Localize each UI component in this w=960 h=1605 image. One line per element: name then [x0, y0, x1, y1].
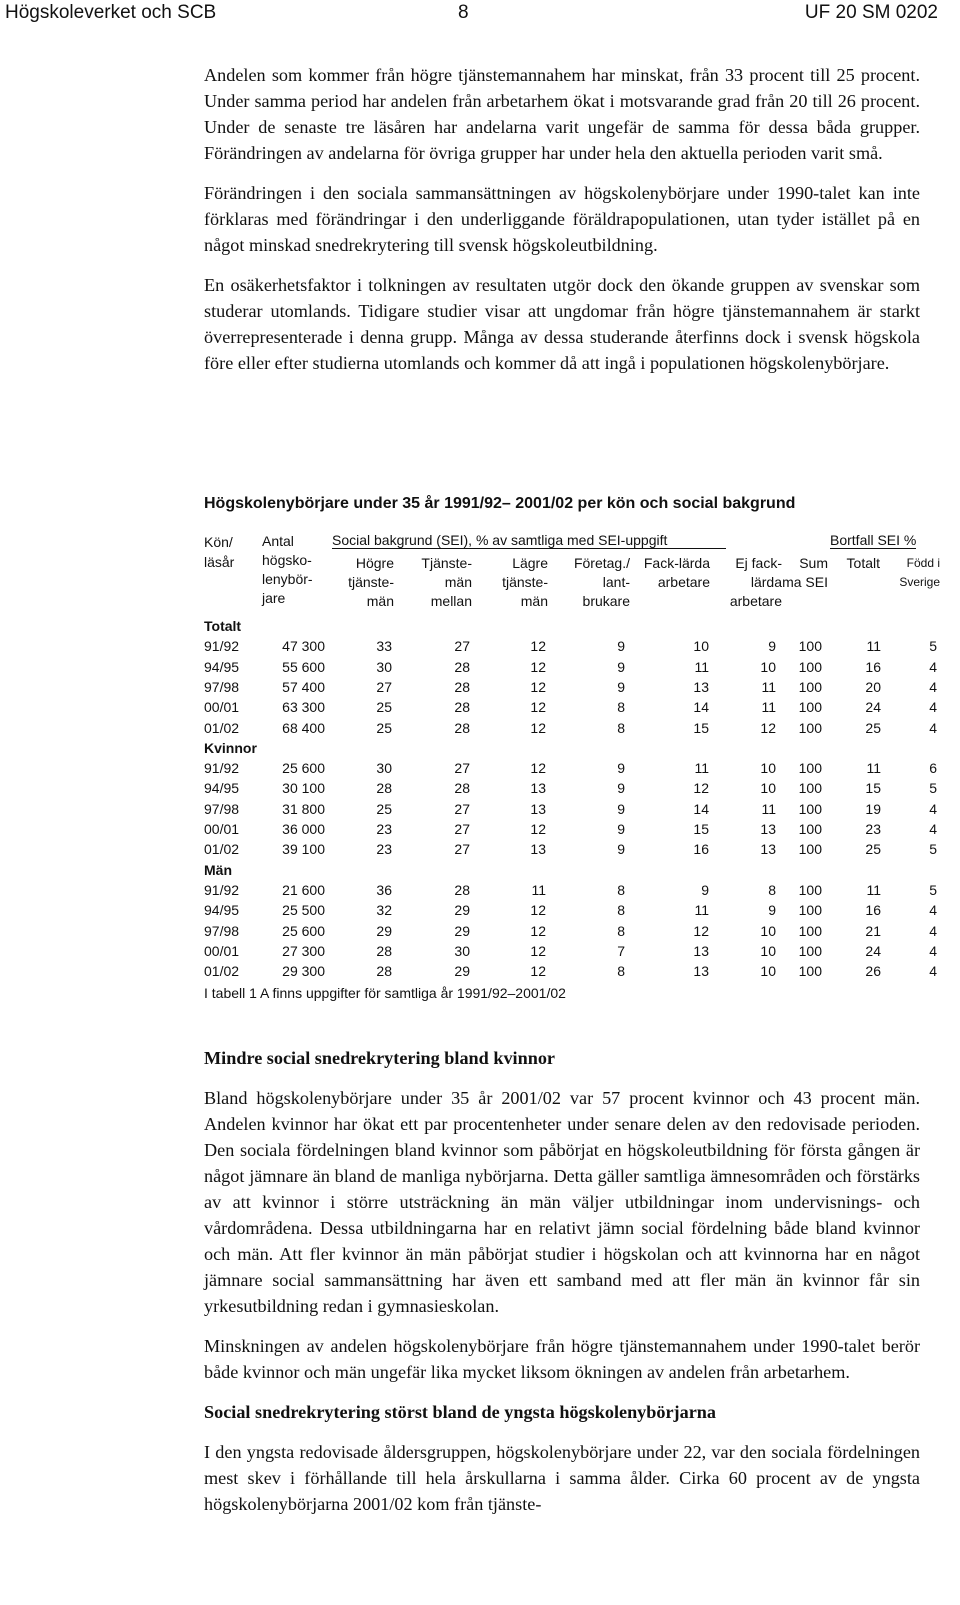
col-header-sex-year: Kön/ läsår — [204, 534, 235, 570]
cell-value: 100 — [798, 881, 822, 898]
cell-value: 100 — [798, 658, 822, 675]
cell-value: 25 — [865, 719, 881, 736]
section-body — [204, 1045, 920, 1531]
cell-value: 10 — [760, 942, 776, 959]
cell-value: 28 — [376, 942, 392, 959]
col-header: Företag./ lant-brukare — [573, 555, 630, 609]
cell-value: 30 — [376, 760, 392, 777]
table-row — [204, 882, 940, 902]
cell-value: 4 — [929, 902, 937, 919]
cell-value: 27 — [454, 841, 470, 858]
col-header: Sum ma SEI — [782, 555, 828, 590]
cell-value: 15 — [693, 719, 709, 736]
cell-value: 9 — [617, 678, 625, 695]
cell-value: 19 — [865, 800, 881, 817]
cell-value: 13 — [760, 821, 776, 837]
cell-value: 10 — [760, 760, 776, 777]
cell-year: 91/92 — [204, 881, 240, 898]
cell-value: 10 — [760, 922, 776, 939]
cell-value: 9 — [617, 841, 625, 858]
cell-value: 4 — [929, 821, 937, 837]
cell-value: 16 — [865, 658, 881, 675]
cell-antal: 30 100 — [282, 780, 325, 797]
cell-value: 100 — [798, 780, 822, 797]
cell-value: 33 — [376, 638, 392, 655]
group-label: Totalt — [204, 618, 242, 634]
cell-value: 4 — [929, 963, 937, 980]
cell-value: 12 — [530, 638, 546, 655]
cell-value: 12 — [530, 821, 546, 837]
col-group-sei: Social bakgrund (SEI), % av samtliga med SEI-uppgift — [332, 532, 726, 549]
cell-value: 36 — [376, 881, 392, 898]
cell-value: 11 — [531, 881, 546, 898]
cell-antal: 55 600 — [282, 658, 325, 675]
table-row — [204, 679, 940, 699]
section-heading-young: Social snedrekrytering störst bland de yngsta högskolenybörjarna — [204, 1402, 716, 1422]
cell-value: 27 — [454, 638, 470, 655]
cell-value: 100 — [798, 841, 822, 858]
table-row — [204, 720, 940, 740]
cell-value: 25 — [865, 841, 881, 858]
paragraph: Andelen som kommer från högre tjänstemannahem har minskat, från 33 procent till 25 procent. Under samma period har andelen från arbetarhem ökat i motsvarande grad från 20 till 26 procent. Under de senaste tre läsåren har andelarna varit ungefär de samma för dessa båda grupper. Förändringen av andelarna för övriga grupper har under hela den aktuella perioden varit små. — [204, 65, 920, 163]
cell-value: 8 — [617, 699, 625, 716]
cell-value: 25 — [376, 699, 392, 716]
cell-value: 12 — [530, 942, 546, 959]
page-number: 8 — [458, 2, 469, 23]
cell-antal: 27 300 — [282, 942, 325, 959]
group-label: Kvinnor — [204, 739, 257, 756]
table-row — [204, 801, 940, 821]
cell-value: 6 — [929, 760, 937, 777]
cell-value: 13 — [760, 841, 776, 858]
cell-value: 24 — [865, 699, 881, 716]
cell-value: 12 — [530, 922, 546, 939]
col-header: Fack-lärda arbetare — [643, 555, 710, 590]
cell-value: 28 — [454, 780, 470, 797]
cell-antal: 39 100 — [282, 841, 325, 858]
cell-antal: 47 300 — [282, 638, 325, 655]
cell-antal: 25 600 — [282, 760, 325, 777]
cell-value: 12 — [530, 699, 546, 716]
cell-value: 29 — [454, 902, 470, 919]
cell-value: 100 — [798, 963, 822, 980]
cell-value: 11 — [694, 658, 709, 675]
cell-value: 14 — [693, 800, 709, 817]
cell-value: 13 — [693, 678, 709, 695]
cell-value: 30 — [454, 942, 470, 959]
cell-value: 23 — [865, 821, 881, 837]
cell-year: 97/98 — [204, 922, 240, 939]
cell-value: 5 — [929, 881, 937, 898]
cell-year: 01/02 — [204, 719, 240, 736]
cell-value: 9 — [617, 658, 625, 675]
cell-value: 29 — [376, 922, 392, 939]
cell-value: 25 — [376, 719, 392, 736]
cell-value: 12 — [693, 780, 709, 797]
cell-value: 28 — [454, 678, 470, 695]
cell-value: 8 — [617, 881, 625, 898]
cell-antal: 25 500 — [282, 902, 325, 919]
cell-year: 00/01 — [204, 821, 240, 837]
cell-value: 28 — [376, 963, 392, 980]
col-header: Lägre tjänste-män — [502, 555, 548, 609]
cell-year: 01/02 — [204, 841, 240, 858]
cell-year: 97/98 — [204, 678, 240, 695]
cell-value: 100 — [798, 719, 822, 736]
cell-year: 00/01 — [204, 942, 240, 959]
cell-value: 100 — [798, 678, 822, 695]
cell-value: 28 — [454, 881, 470, 898]
paragraph: I den yngsta redovisade åldersgruppen, högskolenybörjare under 22, var den sociala fördelningen mest skev i förhållande till hela årskullarna i samma ålder. Cirka 60 procent av de yngsta högskolenybörjarna 2001/02 kom från tjänste- — [204, 1442, 920, 1514]
cell-value: 25 — [376, 800, 392, 817]
cell-value: 100 — [798, 699, 822, 716]
cell-value: 100 — [798, 902, 822, 919]
cell-value: 28 — [454, 658, 470, 675]
cell-value: 20 — [865, 678, 881, 695]
cell-value: 8 — [617, 719, 625, 736]
cell-value: 12 — [760, 719, 776, 736]
paragraph: Bland högskolenybörjare under 35 år 2001/02 var 57 procent kvinnor och 43 procent män. Andelen kvinnor har ökat ett par procentenheter under senare delen av den redovisade perioden. Den sociala fördelningen bland kvinnor som påbörjat en högskoleutbildning för första gången är något jämnare än bland de manliga nybörjarna. Detta gäller samtliga ämnesområden och förstärks av att kvinnor i större utsträckning än män väljer utbildningar inom undervisnings- och vårdområdena. Dessa utbildningarna har en relativt jämn social fördelning både bland kvinnor och män. Att fler kvinnor än män påbörjat studier i högskolan och att kvinnorna har en något jämnare social sammansättning har även ett samband med att fler män än kvinnor får sin yrkesutbildning redan i gymnasieskolan. — [204, 1088, 920, 1316]
col-group-bortfall: Bortfall SEI % — [830, 532, 917, 548]
cell-value: 12 — [530, 760, 546, 777]
cell-value: 16 — [693, 841, 709, 858]
cell-value: 14 — [693, 699, 709, 716]
table-row — [204, 943, 940, 963]
cell-value: 4 — [929, 719, 937, 736]
paragraph: Förändringen i den sociala sammansättningen av högskolenybörjare under 1990-talet kan inte förklaras med förändringar i den underliggande föräldrapopulationen, utan tyder istället på en något minskad snedrekrytering till svensk högskoleutbildning. — [204, 183, 920, 255]
table-row — [204, 923, 940, 943]
cell-value: 27 — [454, 821, 470, 837]
cell-antal: 36 000 — [282, 821, 325, 837]
cell-value: 13 — [530, 800, 546, 817]
cell-value: 26 — [865, 963, 881, 980]
cell-antal: 29 300 — [282, 963, 325, 980]
cell-year: 94/95 — [204, 658, 240, 675]
cell-value: 29 — [454, 963, 470, 980]
cell-value: 27 — [376, 678, 392, 695]
cell-value: 28 — [454, 719, 470, 736]
table-row — [204, 638, 940, 658]
cell-value: 4 — [929, 699, 937, 716]
cell-value: 13 — [530, 841, 546, 858]
cell-value: 11 — [761, 678, 776, 695]
cell-year: 91/92 — [204, 760, 240, 777]
section-heading-women: Mindre social snedrekrytering bland kvinnor — [204, 1048, 555, 1068]
cell-value: 9 — [701, 881, 709, 898]
cell-value: 9 — [617, 821, 625, 837]
cell-antal: 57 400 — [282, 678, 325, 695]
intro-text — [204, 62, 920, 390]
cell-antal: 25 600 — [282, 922, 325, 939]
cell-value: 13 — [530, 780, 546, 797]
table-row — [204, 659, 940, 679]
table-row — [204, 821, 940, 841]
cell-value: 8 — [617, 922, 625, 939]
cell-year: 91/92 — [204, 638, 240, 655]
cell-value: 9 — [617, 800, 625, 817]
cell-antal: 63 300 — [282, 699, 325, 716]
cell-value: 11 — [866, 760, 881, 777]
cell-value: 28 — [454, 699, 470, 716]
cell-value: 10 — [693, 638, 709, 655]
cell-value: 4 — [929, 922, 937, 939]
cell-value: 9 — [768, 638, 776, 655]
cell-value: 13 — [693, 942, 709, 959]
cell-value: 9 — [617, 760, 625, 777]
cell-value: 4 — [929, 678, 937, 695]
cell-value: 100 — [798, 922, 822, 939]
header-right: UF 20 SM 0202 — [804, 2, 938, 23]
cell-value: 11 — [694, 760, 709, 777]
table-row — [204, 963, 940, 983]
table-row — [204, 699, 940, 719]
cell-value: 5 — [929, 638, 937, 655]
cell-value: 4 — [929, 942, 937, 959]
cell-value: 27 — [454, 800, 470, 817]
table-row — [204, 760, 940, 780]
cell-value: 12 — [693, 922, 709, 939]
col-header: Tjänste-män mellan — [421, 555, 472, 609]
table-row — [204, 902, 940, 922]
cell-value: 29 — [454, 922, 470, 939]
cell-value: 12 — [530, 678, 546, 695]
cell-antal: 21 600 — [282, 881, 325, 898]
cell-value: 100 — [798, 821, 822, 837]
cell-value: 100 — [798, 800, 822, 817]
cell-year: 94/95 — [204, 780, 240, 797]
group-label: Män — [204, 861, 232, 878]
cell-value: 16 — [865, 902, 881, 919]
cell-value: 4 — [929, 658, 937, 675]
cell-value: 15 — [865, 780, 881, 797]
cell-value: 13 — [693, 963, 709, 980]
cell-value: 11 — [761, 800, 776, 817]
cell-value: 8 — [617, 902, 625, 919]
cell-value: 8 — [617, 963, 625, 980]
cell-value: 5 — [929, 780, 937, 797]
cell-antal: 31 800 — [282, 800, 325, 817]
cell-value: 27 — [454, 760, 470, 777]
cell-value: 11 — [694, 902, 709, 919]
cell-value: 10 — [760, 658, 776, 675]
col-header: Högre tjänste-män — [348, 555, 394, 609]
col-header: Ej fack-lärda arbetare — [729, 555, 782, 609]
cell-value: 5 — [929, 841, 937, 858]
cell-value: 100 — [798, 760, 822, 777]
paragraph: En osäkerhetsfaktor i tolkningen av resultaten utgör dock den ökande gruppen av svenskar som studerar utomlands. Tidigare studier visar att ungdomar från högre tjänstemannahem är starkt överrepresenterade i denna grupp. Många av dessa studerande återfinns dock i svensk högskola före eller efter studierna utomlands och kommer då att ingå i populationen högskolenybörjare. — [204, 275, 920, 373]
cell-value: 10 — [760, 780, 776, 797]
cell-value: 32 — [376, 902, 392, 919]
cell-value: 7 — [617, 942, 625, 959]
cell-value: 11 — [866, 638, 881, 655]
cell-value: 21 — [865, 922, 881, 939]
cell-antal: 68 400 — [282, 719, 325, 736]
col-header: Född i Sverige — [899, 556, 940, 589]
cell-value: 28 — [376, 780, 392, 797]
cell-value: 12 — [530, 719, 546, 736]
paragraph: Minskningen av andelen högskolenybörjare från högre tjänstemannahem under 1990-talet berör både kvinnor och män ungefär lika mycket liksom ökningen av andelen från arbetarhem. — [204, 1336, 920, 1382]
cell-value: 10 — [760, 963, 776, 980]
cell-value: 11 — [866, 881, 881, 898]
cell-value: 100 — [798, 638, 822, 655]
cell-value: 4 — [929, 800, 937, 817]
cell-value: 12 — [530, 963, 546, 980]
cell-value: 24 — [865, 942, 881, 959]
table-footnote: I tabell 1 A finns uppgifter för samtliga år 1991/92–2001/02 — [204, 985, 566, 1002]
cell-year: 97/98 — [204, 800, 240, 817]
cell-value: 23 — [376, 841, 392, 858]
cell-value: 9 — [768, 902, 776, 919]
cell-value: 8 — [768, 881, 776, 898]
table-title: Högskolenybörjare under 35 år 1991/92– 2001/02 per kön och social bakgrund — [204, 495, 796, 512]
cell-value: 23 — [376, 821, 392, 837]
header-left: Högskoleverket och SCB — [5, 2, 217, 23]
cell-value: 100 — [798, 942, 822, 959]
cell-value: 9 — [617, 780, 625, 797]
cell-value: 30 — [376, 658, 392, 675]
cell-year: 00/01 — [204, 699, 240, 716]
cell-value: 11 — [761, 699, 776, 716]
cell-year: 94/95 — [204, 902, 240, 919]
page-header — [0, 0, 960, 30]
cell-value: 12 — [530, 902, 546, 919]
cell-value: 9 — [617, 638, 625, 655]
cell-value: 12 — [530, 658, 546, 675]
col-header-antal: Antal högsko-lenybör-jare — [262, 533, 313, 606]
col-header: Totalt — [846, 555, 880, 571]
table-row — [204, 841, 940, 861]
table-row — [204, 780, 940, 800]
cell-year: 01/02 — [204, 963, 240, 980]
cell-value: 15 — [693, 821, 709, 837]
